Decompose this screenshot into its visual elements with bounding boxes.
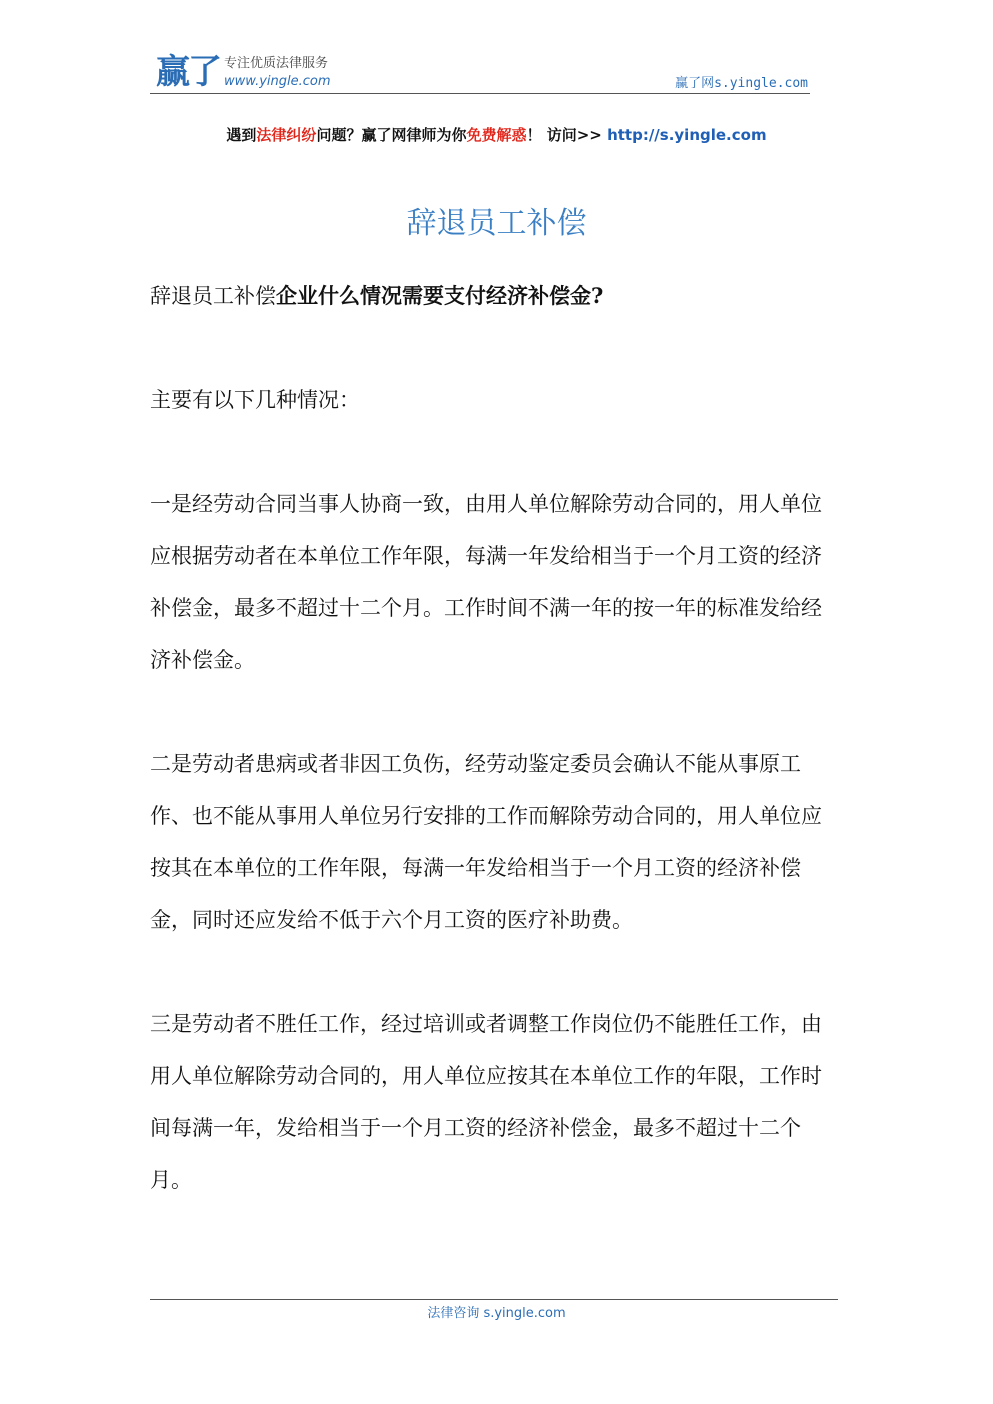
header-site-link[interactable]: 赢了网s.yingle.com <box>675 76 808 91</box>
lead-plain: 辞退员工补偿 <box>150 284 276 308</box>
logo-url[interactable]: www.yingle.com <box>224 74 331 89</box>
page-header <box>150 52 810 92</box>
promo-text-2: 问题？赢了网律师为你 <box>316 126 467 144</box>
logo-tagline: 专注优质法律服务 <box>224 56 329 71</box>
paragraph-1: 一是经劳动合同当事人协商一致，由用人单位解除劳动合同的，用人单位应根据劳动者在本单位工作年限，每满一年发给相当于一个月工资的经济补偿金，最多不超过十二个月。工作时间不满一年的按一年的标准发给经济补偿金。 <box>150 492 822 672</box>
yingle-logo[interactable]: 赢了 <box>156 52 220 92</box>
paragraph-3: 三是劳动者不胜任工作，经过培训或者调整工作岗位仍不能胜任工作，由用人单位解除劳动合同的，用人单位应按其在本单位工作的年限，工作时间每满一年，发给相当于一个月工资的经济补偿金，最多不超过十二个月。 <box>150 1012 822 1192</box>
lead-bold: 企业什么情况需要支付经济补偿金? <box>276 283 604 308</box>
footer-divider <box>150 1299 838 1300</box>
promo-text-1: 遇到 <box>226 126 257 144</box>
promo-link[interactable]: http://s.yingle.com <box>607 126 767 144</box>
footer-link[interactable]: 法律咨询 s.yingle.com <box>427 1306 566 1321</box>
document-body <box>150 270 840 1206</box>
header-divider <box>150 93 810 94</box>
promo-highlight-legal-dispute: 法律纠纷 <box>256 126 317 144</box>
lead-question <box>150 270 840 322</box>
promo-banner <box>0 124 993 145</box>
promo-highlight-free: 免费解惑 <box>466 126 527 144</box>
intro-paragraph: 主要有以下几种情况： <box>150 388 360 412</box>
document-title: 辞退员工补偿 <box>406 206 587 241</box>
promo-text-3: ！ 访问>> <box>526 126 608 144</box>
paragraph-2: 二是劳动者患病或者非因工负伤，经劳动鉴定委员会确认不能从事原工作、也不能从事用人单位另行安排的工作而解除劳动合同的，用人单位应按其在本单位的工作年限，每满一年发给相当于一个月工资的经济补偿金，同时还应发给不低于六个月工资的医疗补助费。 <box>150 752 822 932</box>
